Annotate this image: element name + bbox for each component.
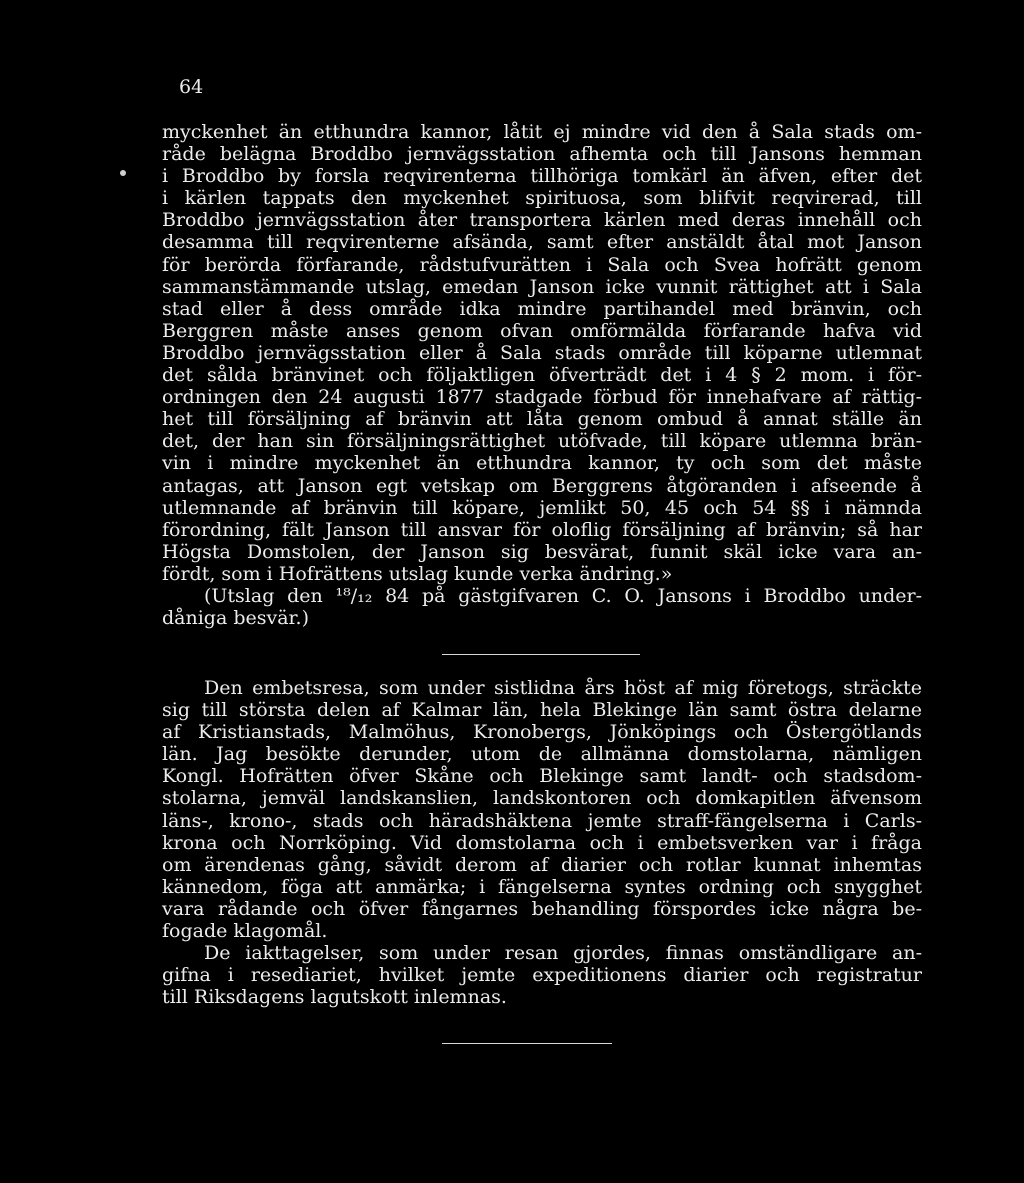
- citation-line: dåniga besvär.): [162, 607, 309, 630]
- text-line: Högsta Domstolen, der Janson sig besvärat, funnit skäl icke vara an-: [162, 540, 922, 563]
- text-line: ordningen den 24 augusti 1877 stadgade förbud för innehafvare af rättig-: [162, 386, 922, 409]
- text-line: vara rådande och öfver fångarnes behandling förspordes icke några be-: [162, 897, 922, 920]
- text-line: krona och Norrköping. Vid domstolarna och i embetsverken var i fråga: [162, 831, 922, 854]
- text-line: det sålda bränvinet och följaktligen öfverträdt det i 4 § 2 mom. i för-: [162, 364, 922, 387]
- text-line: myckenhet än etthundra kannor, låtit ej mindre vid den å Sala stads om-: [162, 121, 922, 143]
- end-divider: [442, 1043, 612, 1044]
- text-line: utlemnande af bränvin till köpare, jemlikt 50, 45 och 54 §§ i nämnda: [162, 496, 922, 519]
- text-line: af Kristianstads, Malmöhus, Kronobergs, Jönköpings och Östergötlands: [162, 721, 922, 744]
- text-line: De iakttagelser, som under resan gjordes, finnas omständligare an-: [204, 942, 922, 965]
- text-line: län. Jag besökte derunder, utom de allmänna domstolarna, nämligen: [162, 743, 922, 766]
- text-line: förordning, fält Janson till ansvar för oloflig försäljning af bränvin; så har: [162, 518, 922, 541]
- section-divider: [442, 654, 640, 655]
- text-line: i Broddbo by forsla reqvirenterna tillhöriga tomkärl än äfven, efter det: [162, 165, 922, 188]
- text-line: stad eller å dess område idka mindre partihandel med bränvin, och: [162, 297, 922, 320]
- text-line: Kongl. Hofrätten öfver Skåne och Blekinge samt landt- och stadsdom-: [162, 765, 922, 788]
- text-line: Den embetsresa, som under sistlidna års höst af mig företogs, sträckte: [204, 677, 922, 699]
- text-line: kännedom, föga att anmärka; i fängelserna syntes ordning och snygghet: [162, 875, 922, 898]
- citation-line: (Utslag den ¹⁸/₁₂ 84 på gästgifvaren C. O. Jansons i Broddbo under-: [204, 584, 922, 607]
- text-line: det, der han sin försäljningsrättighet utöfvade, till köpare utlemna brän-: [162, 430, 922, 453]
- text-line: stolarna, jemväl landskanslien, landskontoren och domkapitlen äfvensom: [162, 787, 922, 810]
- text-line: vin i mindre myckenhet än etthundra kannor, ty och som det måste: [162, 452, 922, 475]
- text-line: råde belägna Broddbo jernvägsstation afhemta och till Jansons hemman: [162, 143, 922, 166]
- text-line: Broddbo jernvägsstation åter transportera kärlen med deras innehåll och: [162, 209, 922, 232]
- text-line: het till försäljning af bränvin att låta genom ombud å annat ställe än: [162, 408, 922, 431]
- text-line: till Riksdagens lagutskott inlemnas.: [162, 986, 507, 1009]
- text-line: läns-, krono-, stads och häradshäktena jemte straff-fängelserna i Carls-: [162, 809, 922, 832]
- text-line: fördt, som i Hofrättens utslag kunde verka ändring.»: [162, 562, 673, 585]
- text-block-verdict: [162, 121, 922, 629]
- text-line: Berggren måste anses genom ofvan omförmälda förfarande hafva vid: [162, 319, 922, 342]
- stray-ink-dot: [120, 170, 126, 176]
- text-line: antagas, att Janson egt vetskap om Berggrens åtgöranden i afseende å: [162, 474, 922, 497]
- text-line: gifna i resediariet, hvilket jemte expeditionens diarier och registratur: [162, 964, 922, 987]
- text-line: sig till största delen af Kalmar län, hela Blekinge län samt östra delarne: [162, 699, 922, 722]
- text-line: desamma till reqvirenterne afsända, samt efter anstäldt åtal mot Janson: [162, 231, 922, 254]
- text-line: i kärlen tappats den myckenhet spirituosa, som blifvit reqvirerad, till: [162, 187, 922, 210]
- page-number: 64: [179, 76, 204, 98]
- text-line: fogade klagomål.: [162, 920, 328, 943]
- text-line: om ärendenas gång, såvidt derom af diarier och rotlar kunnat inhemtas: [162, 853, 922, 876]
- text-line: sammanstämmande utslag, emedan Janson icke vunnit rättighet att i Sala: [162, 275, 922, 298]
- text-line: för berörda förfarande, rådstufvurätten i Sala och Svea hofrätt genom: [162, 253, 922, 276]
- text-block-report: [162, 677, 922, 1008]
- text-line: Broddbo jernvägsstation eller å Sala stads område till köparne utlemnat: [162, 341, 922, 364]
